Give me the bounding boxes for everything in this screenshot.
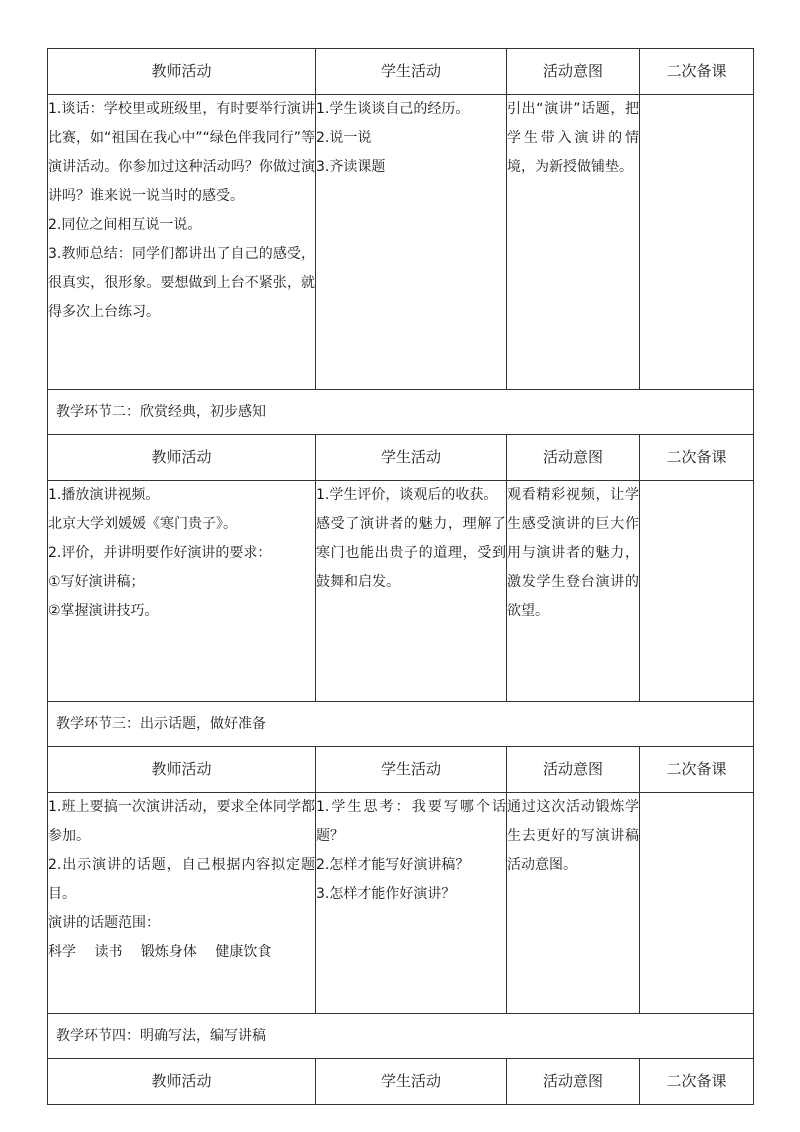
header-second-prep: 二次备课 — [640, 49, 754, 95]
teacher-line: 1.播放演讲视频。 — [48, 487, 160, 503]
header-intent: 活动意图 — [507, 435, 640, 481]
header-row — [48, 1059, 754, 1105]
student-activity-cell — [316, 793, 507, 1014]
header-intent: 活动意图 — [507, 49, 640, 95]
teacher-line: 北京大学刘媛媛《寒门贵子》。 — [48, 516, 237, 532]
student-line: 1.学生思考：我要写哪个话题？ — [316, 799, 506, 844]
header-second-prep: 二次备课 — [640, 1059, 754, 1105]
header-row — [48, 747, 754, 793]
second-prep-cell — [640, 481, 754, 702]
intent-line: 观看精彩视频，让学生感受演讲的巨大作用与演讲者的魅力，激发学生登台演讲的欲望。 — [507, 487, 639, 619]
student-line: 2.说一说 — [316, 130, 372, 146]
teacher-line: 演讲的话题范围： — [48, 915, 160, 931]
section-row-4 — [48, 1014, 754, 1059]
teacher-activity-cell — [48, 793, 316, 1014]
header-teacher: 教师活动 — [48, 747, 316, 793]
header-row — [48, 49, 754, 95]
header-intent: 活动意图 — [507, 1059, 640, 1105]
intent-cell — [507, 481, 640, 702]
student-line: 3.齐读课题 — [316, 159, 386, 175]
header-teacher: 教师活动 — [48, 49, 316, 95]
content-row-2 — [48, 481, 754, 702]
section-title: 教学环节四：明确写法，编写讲稿 — [48, 1014, 754, 1059]
header-intent: 活动意图 — [507, 747, 640, 793]
second-prep-cell — [640, 793, 754, 1014]
header-teacher: 教师活动 — [48, 435, 316, 481]
header-student: 学生活动 — [316, 49, 507, 95]
header-student: 学生活动 — [316, 435, 507, 481]
section-title: 教学环节三：出示话题，做好准备 — [48, 702, 754, 747]
teacher-activity-cell — [48, 481, 316, 702]
header-second-prep: 二次备课 — [640, 435, 754, 481]
student-line: 2.怎样才能写好演讲稿？ — [316, 857, 470, 873]
section-title: 教学环节二：欣赏经典，初步感知 — [48, 390, 754, 435]
teacher-activity-cell — [48, 95, 316, 390]
topic-list — [48, 938, 315, 967]
intent-cell — [507, 793, 640, 1014]
header-second-prep: 二次备课 — [640, 747, 754, 793]
intent-line: 引出“演讲”话题，把学生带入演讲的情境，为新授做铺垫。 — [507, 101, 639, 175]
section-row-2 — [48, 390, 754, 435]
student-activity-cell — [316, 95, 507, 390]
student-line: 感受了演讲者的魅力，理解了寒门也能出贵子的道理，受到鼓舞和启发。 — [316, 516, 506, 590]
lesson-plan-table — [47, 48, 754, 1105]
teacher-line: ①写好演讲稿； — [48, 574, 145, 590]
teacher-line: 3.教师总结：同学们都讲出了自己的感受，很真实，很形象。要想做到上台不紧张，就得多次上台练习。 — [48, 246, 315, 320]
teacher-line: 2.出示演讲的话题，自己根据内容拟定题目。 — [48, 857, 315, 902]
teacher-line: ②掌握演讲技巧。 — [48, 603, 159, 619]
second-prep-cell — [640, 95, 754, 390]
topic-item: 读书 — [94, 944, 123, 960]
section-row-3 — [48, 702, 754, 747]
header-student: 学生活动 — [316, 747, 507, 793]
teacher-line: 2.同位之间相互说一说。 — [48, 217, 202, 233]
student-line: 1.学生评价，谈观后的收获。 — [316, 487, 498, 503]
teacher-line: 1.班上要搞一次演讲活动，要求全体同学都参加。 — [48, 799, 315, 844]
topic-item: 锻炼身体 — [140, 944, 197, 960]
intent-cell — [507, 95, 640, 390]
header-teacher: 教师活动 — [48, 1059, 316, 1105]
header-student: 学生活动 — [316, 1059, 507, 1105]
content-row-1 — [48, 95, 754, 390]
student-line: 1.学生谈谈自己的经历。 — [316, 101, 470, 117]
student-line: 3.怎样才能作好演讲？ — [316, 886, 456, 902]
student-activity-cell — [316, 481, 507, 702]
teacher-line: 2.评价，并讲明要作好演讲的要求： — [48, 545, 272, 561]
teacher-line: 1.谈话：学校里或班级里，有时要举行演讲比赛，如“祖国在我心中”“绿色伴我同行”等演讲活动。你参加过这种活动吗？你做过演讲吗？谁来说一说当时的感受。 — [48, 101, 316, 204]
intent-line: 通过这次活动锻炼学生去更好的写演讲稿活动意图。 — [507, 799, 639, 873]
topic-item: 健康饮食 — [215, 944, 272, 960]
topic-item: 科学 — [48, 944, 76, 960]
header-row — [48, 435, 754, 481]
content-row-3 — [48, 793, 754, 1014]
